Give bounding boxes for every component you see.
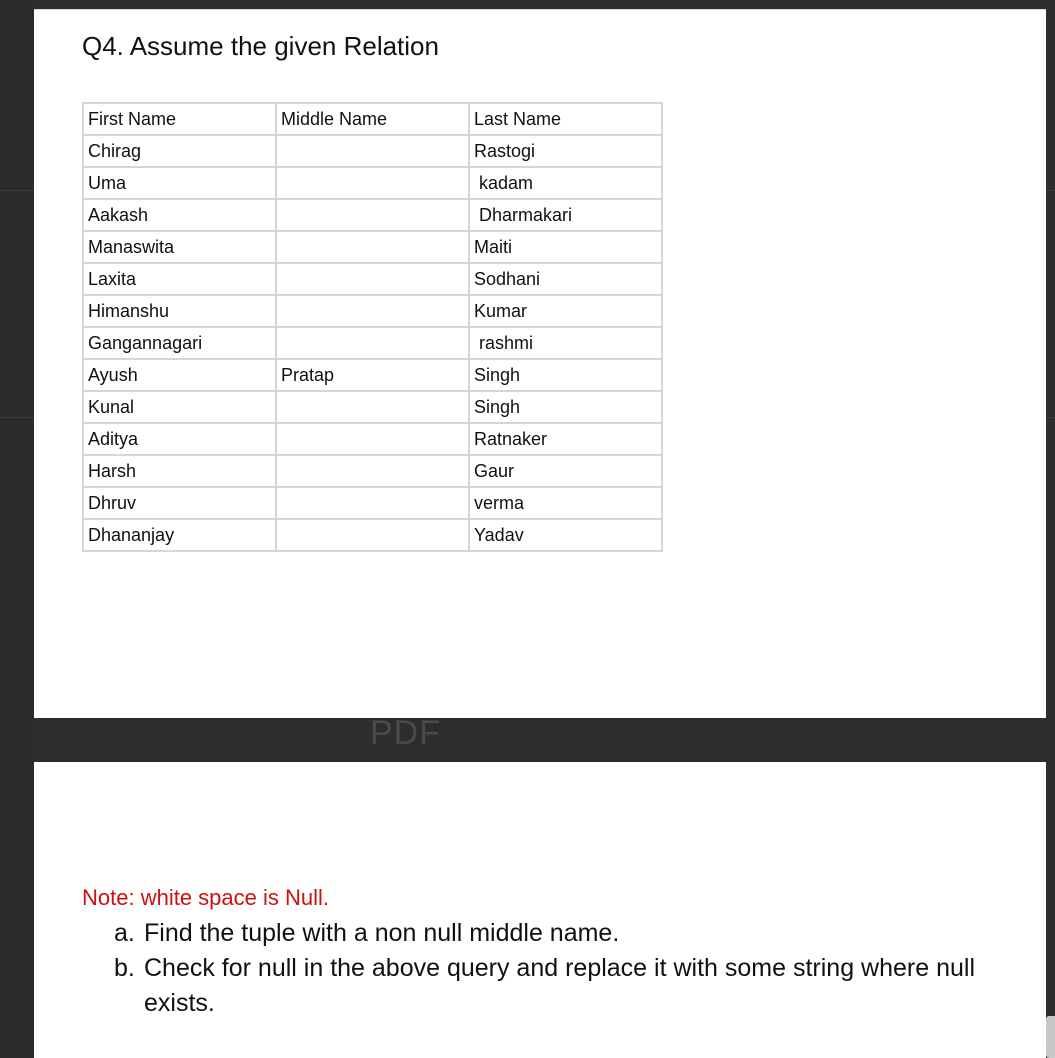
instruction-item [114,916,1014,951]
table-row [83,391,662,423]
table-cell: Laxita [83,263,276,295]
table-cell [276,231,469,263]
table-cell: Maiti [469,231,662,263]
table-cell: Pratap [276,359,469,391]
table-cell: Gaur [469,455,662,487]
column-header: First Name [83,103,276,135]
table-cell [276,487,469,519]
table-cell: Ayush [83,359,276,391]
table-cell: Singh [469,359,662,391]
table-row [83,359,662,391]
instruction-text: Check for null in the above query and replace it with some string where null exists. [144,954,975,1017]
column-header: Middle Name [276,103,469,135]
instruction-item [114,951,1014,1021]
document-page-1 [34,9,1046,718]
table-cell: Sodhani [469,263,662,295]
instruction-marker: b. [114,954,135,982]
table-cell: Rastogi [469,135,662,167]
table-row [83,263,662,295]
table-cell: Yadav [469,519,662,551]
document-page-2 [34,762,1046,1058]
table-cell: Manaswita [83,231,276,263]
question-title: Q4. Assume the given Relation [82,31,439,61]
table-row [83,295,662,327]
table-row [83,135,662,167]
table-cell [276,455,469,487]
table-cell: Himanshu [83,295,276,327]
table-cell [276,167,469,199]
table-row [83,455,662,487]
table-row [83,199,662,231]
table-cell [276,295,469,327]
table-cell: Aditya [83,423,276,455]
table-row [83,519,662,551]
null-note: Note: white space is Null. [82,885,329,910]
table-row [83,327,662,359]
table-cell [276,135,469,167]
background-pdf-label: PDF [370,714,441,752]
column-header: Last Name [469,103,662,135]
viewer-left-strip [0,0,34,1058]
table-cell: Dharmakari [469,199,662,231]
table-cell [276,327,469,359]
scrollbar-thumb[interactable] [1046,1016,1055,1058]
table-cell [276,263,469,295]
table-row [83,423,662,455]
relation-table [82,102,663,552]
table-cell [276,199,469,231]
table-cell: Aakash [83,199,276,231]
instruction-text: Find the tuple with a non null middle name. [144,919,620,947]
table-cell: Kumar [469,295,662,327]
table-cell [276,423,469,455]
table-cell: Chirag [83,135,276,167]
table-header-row [83,103,662,135]
table-cell [276,519,469,551]
table-row [83,231,662,263]
instruction-list [114,916,1014,1021]
table-cell: Dhruv [83,487,276,519]
table-cell: Harsh [83,455,276,487]
table-cell: rashmi [469,327,662,359]
table-row [83,487,662,519]
table-cell: kadam [469,167,662,199]
instruction-marker: a. [114,919,135,947]
table-cell: Singh [469,391,662,423]
table-cell: Ratnaker [469,423,662,455]
table-cell: Dhananjay [83,519,276,551]
table-cell: Kunal [83,391,276,423]
table-cell: Gangannagari [83,327,276,359]
table-cell: verma [469,487,662,519]
table-cell: Uma [83,167,276,199]
table-cell [276,391,469,423]
table-row [83,167,662,199]
